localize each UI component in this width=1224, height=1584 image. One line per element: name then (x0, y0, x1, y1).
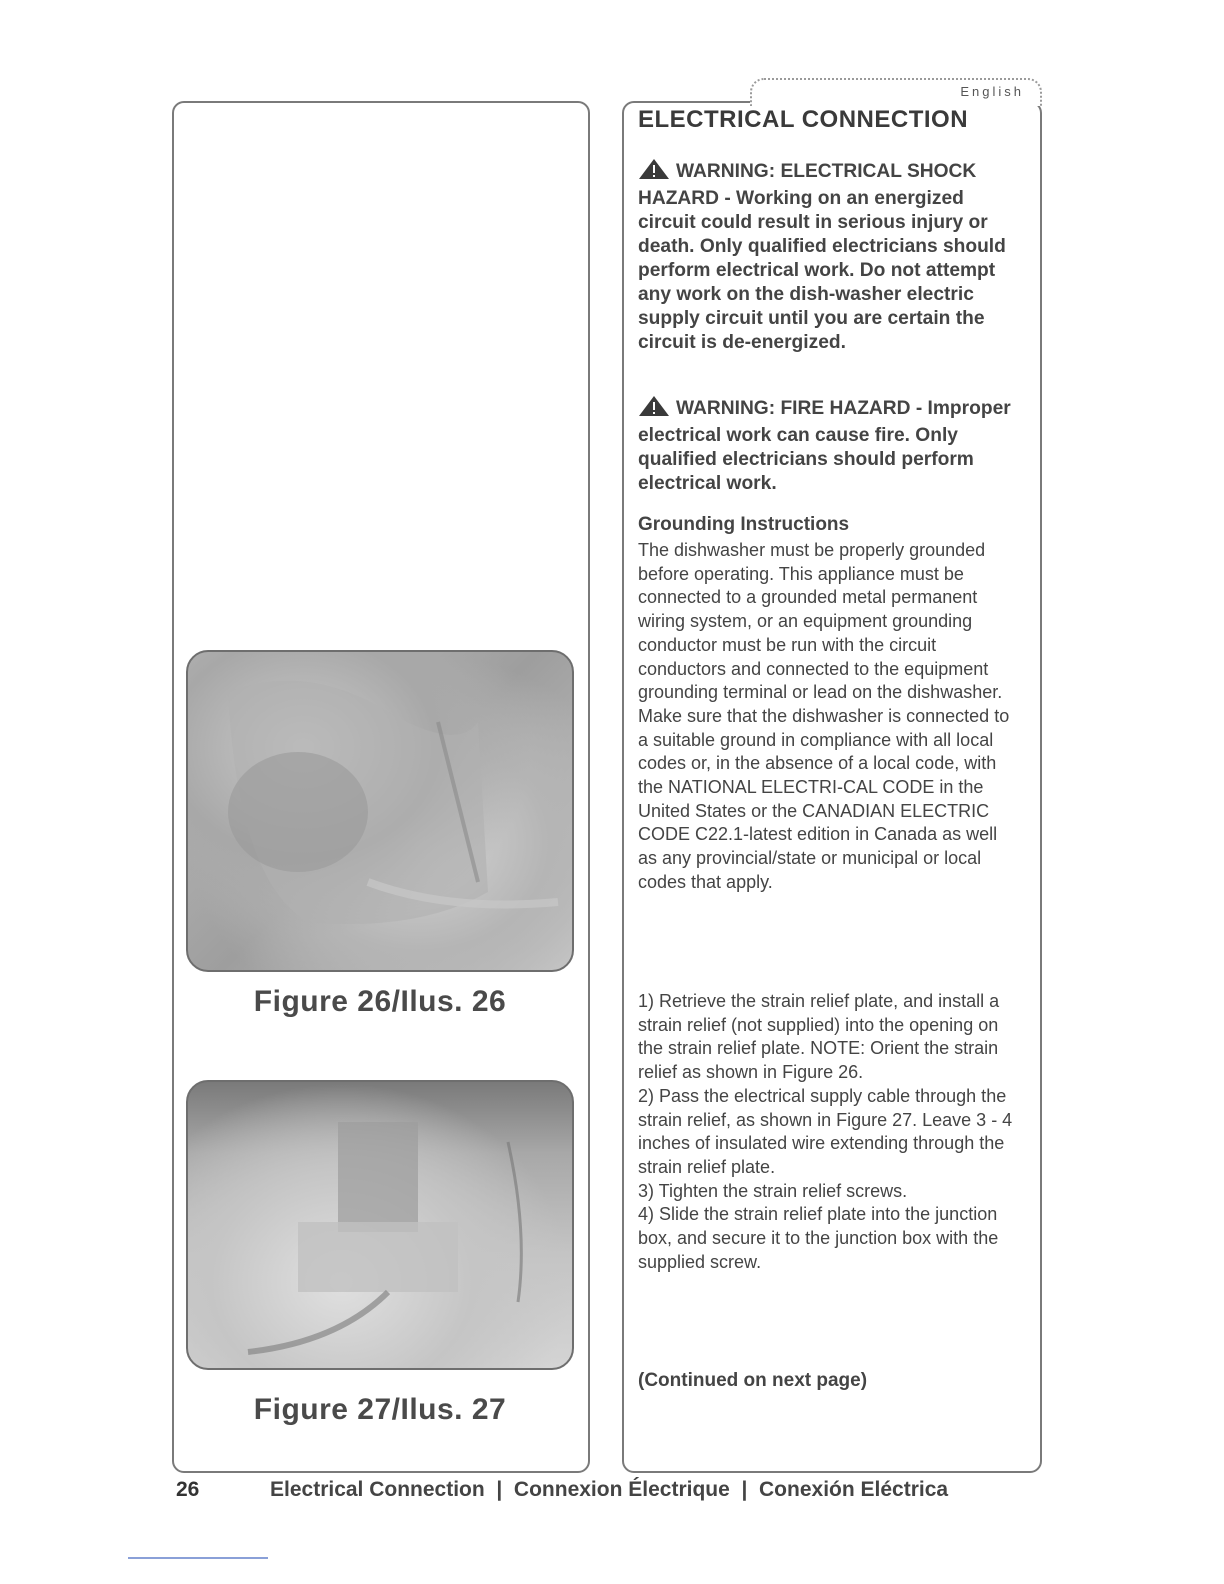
language-label: English (960, 84, 1024, 99)
figure-27-caption: Figure 27/Ilus. 27 (253, 1393, 507, 1426)
figure-27-photo (186, 1080, 574, 1370)
figure-26-photo (186, 650, 574, 972)
page-number: 26 (176, 1478, 200, 1501)
fire-hazard-warning (638, 395, 1018, 496)
installation-steps-text: 1) Retrieve the strain relief plate, and install a strain relief (not supplied) into the opening on the strain relief plate. NOTE: Orient the strain relief as shown in Figure 26. 2) Pass the electrical supply cable through the strain relief, as shown in Figure 27. Leave 3 - 4 inches of insulated wire extending through the strain relief plate. 3) Tighten the strain relief screws. 4) Slide the strain relief plate into the junction box, and secure it to the junction box with the supplied screw. (638, 991, 1013, 1272)
warning-triangle-icon (638, 395, 670, 424)
electrical-shock-warning-text: WARNING: ELECTRICAL SHOCK HAZARD - Working on an energized circuit could result in serious injury or death. Only qualified electricians should perform electrical work. Do not attempt any work on the dish-washer electric supply circuit until you are certain the circuit is de-energized. (638, 161, 1006, 353)
language-tab (750, 78, 1042, 106)
cable-through-strain-relief-illustration (188, 1082, 572, 1368)
figure-26-caption: Figure 26/Ilus. 26 (253, 985, 507, 1018)
grounding-instructions-text: The dishwasher must be properly grounded before operating. This appliance must be connected to a grounded metal permanent wiring system, or an equipment grounding conductor must be run with the circuit conductors and connected to the equipment grounding terminal or lead on the dishwasher. Make sure that the dishwasher is connected to a suitable ground in compliance with all local codes or, in the absence of a local code, with the NATIONAL ELECTRI-CAL CODE in the United States or the CANADIAN ELECTRIC CODE C22.1-latest edition in Canada as well as any provincial/state or municipal or local codes that apply. (638, 540, 1010, 892)
strain-relief-illustration (188, 652, 572, 970)
continued-note: (Continued on next page) (638, 1370, 868, 1391)
footer-link-underline (128, 1557, 268, 1559)
grounding-heading: Grounding Instructions (638, 514, 850, 535)
warning-triangle-icon (638, 158, 670, 187)
electrical-shock-warning (638, 158, 1018, 355)
section-title: ELECTRICAL CONNECTION (638, 106, 969, 133)
fire-hazard-warning-text: WARNING: FIRE HAZARD - Improper electrical work can cause fire. Only qualified electricians should perform electrical work. (638, 398, 1011, 494)
footer-section-names: Electrical Connection | Connexion Électrique | Conexión Eléctrica (270, 1478, 949, 1501)
